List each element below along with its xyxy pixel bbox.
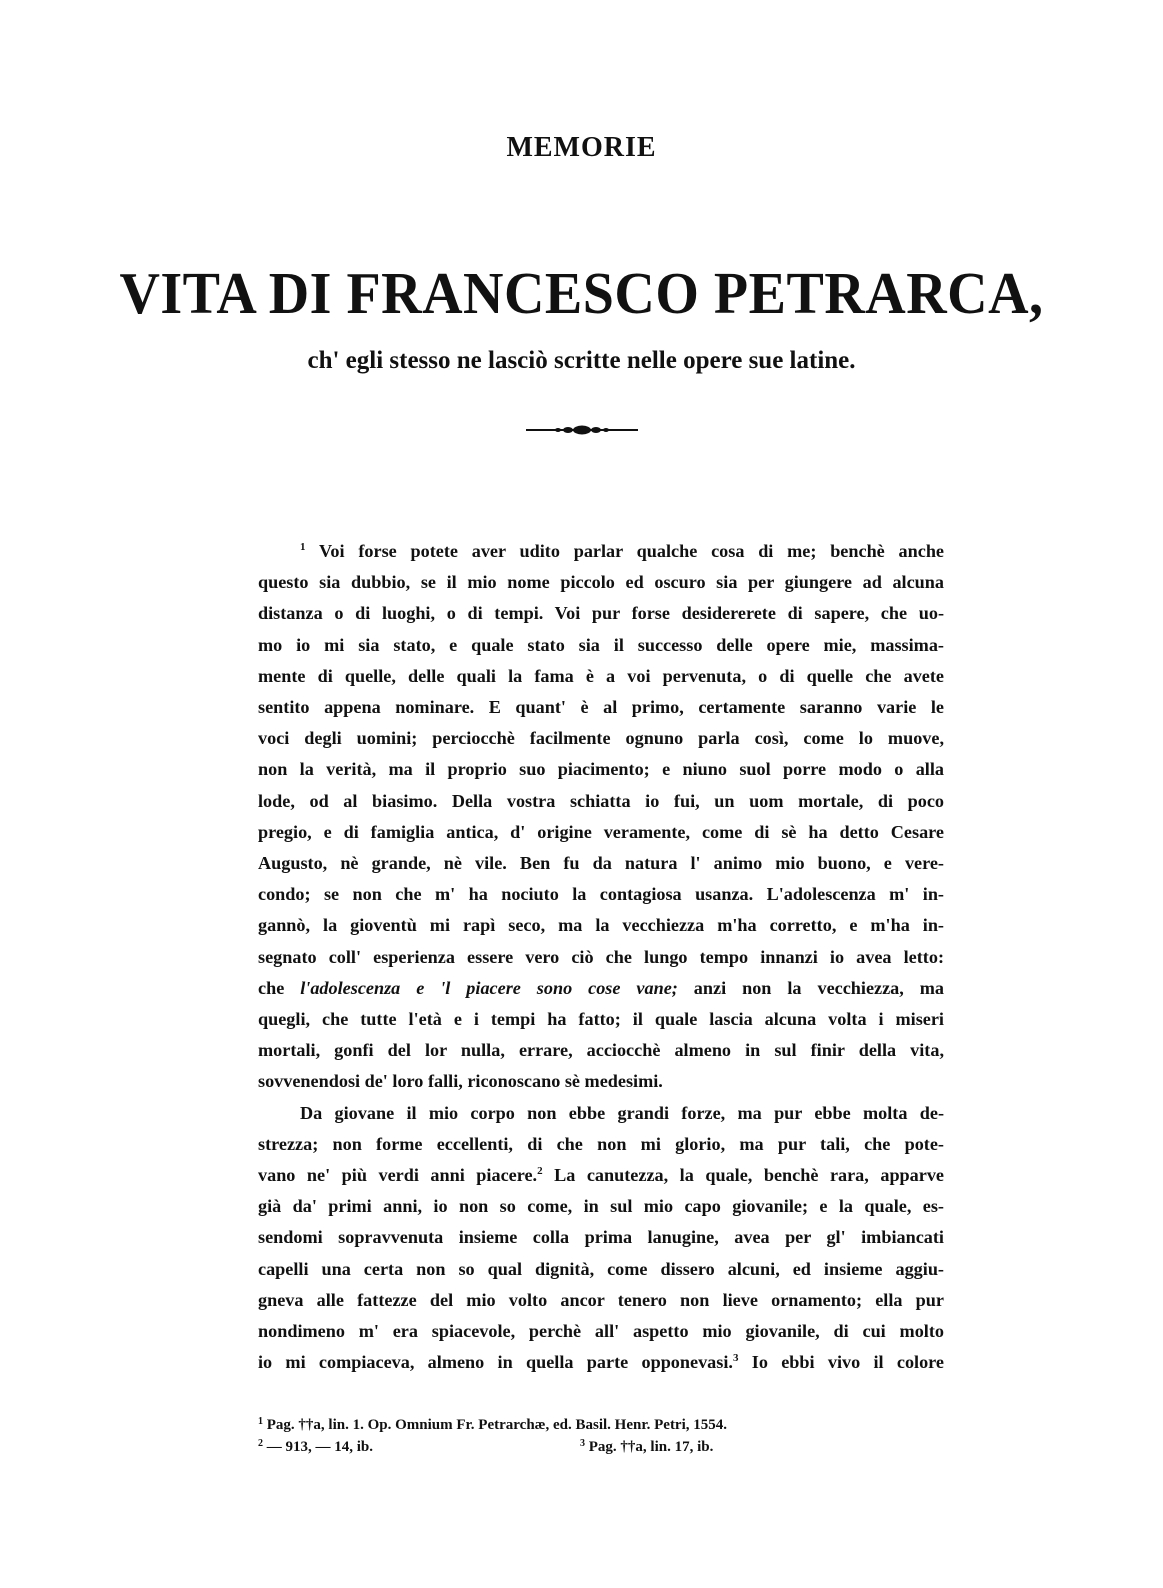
text-line: capelli una certa non so qual dignità, come dissero alcuni, ed insieme aggiu- (258, 1258, 944, 1279)
text-line: nondimeno m' era spiacevole, perchè all' aspetto mio giovanile, di cui molto (258, 1321, 944, 1342)
text-line: lode, od al biasimo. Della vostra schiatta io fui, un uom mortale, di poco (258, 790, 944, 811)
text-line: $^1$ Voi forse potete aver udito parlar qualche cosa di me; benchè anche (300, 541, 945, 561)
footnote-ref[interactable]: 3 (732, 1352, 739, 1365)
page-title: VITA DI FRANCESCO PETRARCA, (119, 261, 1044, 327)
text-line: Augusto, nè grande, nè vile. Ben fu da natura l' animo mio buono, e vere- (258, 853, 944, 874)
footnote-ref[interactable]: 2 (537, 1165, 543, 1178)
text-line: pregio, e di famiglia antica, d' origine veramente, come di sè ha detto Cesare (258, 821, 944, 842)
text-line: distanza o di luoghi, o di tempi. Voi pur forse desidererete di sapere, che uo- (258, 603, 944, 624)
text-line: gannò, la gioventù mi rapì seco, ma la vecchiezza m'ha corretto, e m'ha in- (258, 915, 944, 936)
text-line: gneva alle fattezze del mio volto ancor tenero non lieve ornamento; ella pur (258, 1289, 944, 1310)
footnote-2: — 913, — 14, ib. (266, 1439, 374, 1455)
footnote-ref[interactable]: 1 (300, 541, 306, 553)
text-line: vano ne' più verdi anni piacere.$^2$ La canutezza, la quale, benchè rara, apparve (258, 1165, 945, 1186)
text-line: Da giovane il mio corpo non ebbe grandi forze, ma pur ebbe molta de- (300, 1102, 944, 1123)
text-line: quegli, che tutte l'età e i tempi ha fatto; il quale lascia alcuna volta i miseri (258, 1009, 944, 1030)
text-line: sendomi sopravvenuta insieme colla prima lanugine, avea per gl' imbiancati (258, 1227, 944, 1248)
body-text (258, 536, 944, 1378)
text-line: segnato coll' esperienza essere vero ciò che lungo tempo innanzi io avea letto: (258, 946, 944, 967)
text-line: condo; se non che m' ha nociuto la contagiosa usanza. L'adolescenza m' in- (258, 884, 944, 905)
footnote-2-3: $^2$ — 913, — 14, ib. $^3$ Pag. ††a, lin. 17, ib. (258, 1436, 944, 1458)
footnote-1: $^1$ Pag. ††a, lin. 1. Op. Omnium Fr. Petrarchæ, ed. Basil. Henr. Petri, 1554. (258, 1416, 728, 1433)
page-subtitle: ch' egli stesso ne lasciò scritte nelle opere sue latine. (307, 347, 856, 374)
text-line: non la verità, ma il proprio suo piacimento; e niuno suol porre modo o alla (258, 759, 944, 780)
text-line: sovvenendosi de' loro falli, riconoscano sè medesimi. (258, 1071, 663, 1092)
text-line: mente di quelle, delle quali la fama è a voi pervenuta, o di quelle che avete (258, 665, 944, 686)
text-line: già da' primi anni, io non so come, in sul mio capo giovanile; e la quale, es- (258, 1196, 944, 1217)
text-line: mo io mi sia stato, e quale stato sia il successo delle opere mie, massima- (258, 634, 944, 655)
text-line: che l'adolescenza e 'l piacere sono cose vane; anzi non la vecchiezza, ma (258, 977, 945, 998)
text-line: sentito appena nominare. E quant' è al primo, certamente saranno varie le (258, 697, 944, 718)
text-line: mortali, gonfi del lor nulla, errare, acciocchè almeno in sul finir della vita, (258, 1040, 944, 1061)
ornament-divider (0, 420, 1163, 445)
text-line: questo sia dubbio, se il mio nome piccolo ed oscuro sia per giungere ad alcuna (258, 572, 944, 593)
footnote-3: $^3$ Pag. ††a, lin. 17, ib. (580, 1438, 714, 1455)
ornament-icon (522, 420, 642, 440)
italic-quote: l'adolescenza e 'l piacere sono cose vane; (300, 977, 678, 998)
text-line: voci degli uomini; perciocchè facilmente ognuno parla così, come lo muove, (258, 728, 944, 749)
text-line: io mi compiaceva, almeno in quella parte opponevasi.$^3$ Io ebbi vivo il colore (258, 1352, 944, 1373)
text-line: strezza; non forme eccellenti, di che non mi glorio, ma pur tali, che pote- (258, 1133, 944, 1154)
section-kicker: MEMORIE (506, 132, 657, 163)
footnotes (258, 1414, 944, 1458)
